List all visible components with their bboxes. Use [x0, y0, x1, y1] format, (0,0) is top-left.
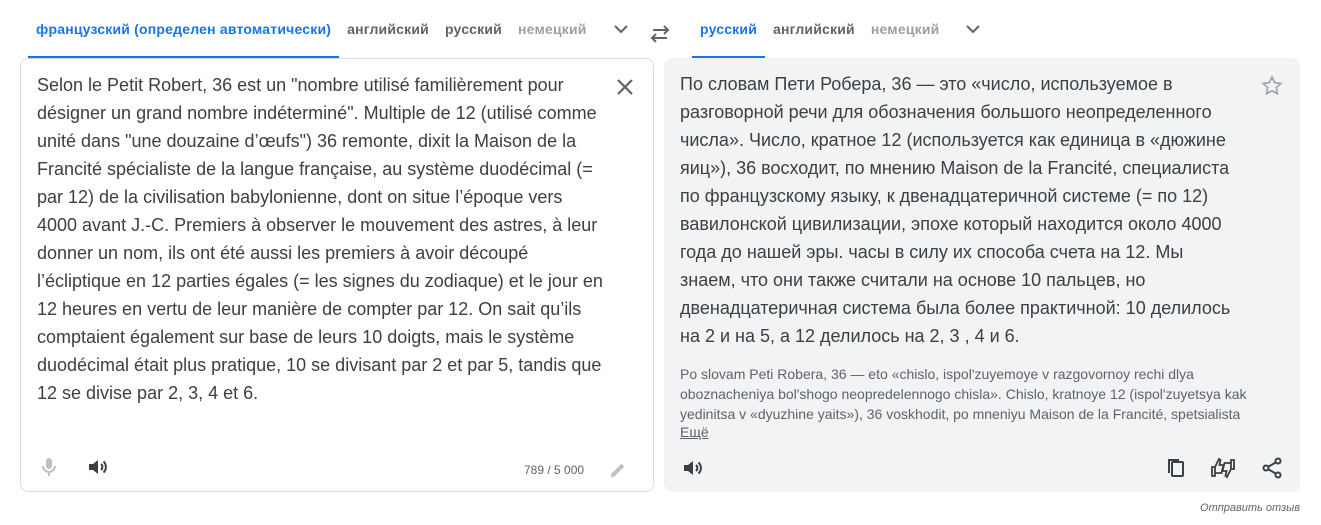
copy-icon — [1164, 456, 1188, 480]
send-feedback-link[interactable]: Отправить отзыв — [1200, 502, 1300, 514]
target-languages-more-button[interactable] — [955, 0, 991, 58]
edit-button[interactable] — [607, 459, 629, 481]
target-language-bar — [692, 0, 991, 58]
source-text-panel — [20, 58, 654, 492]
source-tab-english[interactable]: английский — [347, 21, 429, 37]
voice-input-button[interactable] — [37, 455, 61, 479]
star-outline-icon — [1260, 74, 1284, 98]
transliteration-text: Po slovam Peti Robera, 36 — eto «chislo, ispol'zuyemoye v razgovornoy rechi dlya oboznacheniya bol'shogo neopredelennogo chisla». Chislo, kratnoye 12 (ispol'zuyetsya kak yedinitsa v «dyuzhine yaits»), 36 voskhodit, po mneniyu Maison de la Francité, spetsialista — [680, 366, 1247, 422]
speaker-icon — [85, 455, 109, 479]
more-link[interactable]: Ещё — [680, 424, 709, 440]
translation-text: По словам Пети Робера, 36 — это «число, используемое в разговорной речи для обозначения большого неопределенного числа». Число, кратное 12 (используется как единица в «дюжине яиц»), 36 восходит, по мнению Maison de la Francité, специалиста по французскому языку, к двенадцатеричной системе (= по 12) вавилонской цивилизации, эпохе который находится около 4000 года до нашей эры. часы в силу их способа счета на 12. Мы знаем, что они также считали на основе 10 пальцев, но двенадцатеричная система была более практичной: 10 делилось на 2 и на 5, а 12 делилось на 2, 3 , 4 и 6. — [680, 74, 1231, 346]
microphone-icon — [37, 455, 61, 479]
target-tab-german[interactable]: немецкий — [870, 21, 940, 37]
listen-translation-button[interactable] — [680, 456, 704, 480]
source-tab-detected[interactable]: французский (определен автоматически) — [28, 0, 339, 58]
source-languages-more-button[interactable] — [603, 0, 639, 58]
pencil-icon — [607, 459, 629, 481]
translation-panel — [664, 58, 1300, 492]
target-tab-english[interactable]: английский — [773, 21, 855, 37]
source-tab-german[interactable]: немецкий — [517, 21, 587, 37]
listen-source-button[interactable] — [85, 455, 109, 479]
speaker-icon — [680, 456, 704, 480]
copy-translation-button[interactable] — [1164, 456, 1188, 480]
swap-arrows-icon — [648, 22, 672, 46]
source-text-input[interactable]: Selon le Petit Robert, 36 est un "nombre utilisé familièrement pour désigner un grand nombre indéterminé". Multiple de 12 (utilisé comme unité dans "une douzaine d’œufs") 36 remonte, dixit la Maison de la Francité spécialiste de la langue française, au système duodécimal (= par 12) de la civilisation babylonienne, dont on situe l’époque vers 4000 avant J.-C. Premiers à observer le mouvement des astres, à leur donner un nom, ils ont été aussi les premiers à avoir découpé l’écliptique en 12 parties égales (= les signes du zodiaque) et le jour en 12 heures en vertu de leur manière de compter par 12. On sait qu’ils comptaient également sur base de leurs 10 doigts, mais le système duodécimal était plus pratique, 10 se divisant par 2 et par 5, tandis que 12 se divise par 2, 3, 4 et 6. — [37, 75, 603, 403]
source-language-bar — [28, 0, 639, 58]
rate-translation-button[interactable] — [1210, 456, 1236, 480]
close-icon — [613, 75, 637, 99]
source-tab-russian[interactable]: русский — [444, 21, 502, 37]
character-counter: 789 / 5 000 — [524, 463, 585, 477]
swap-languages-button[interactable] — [642, 16, 678, 52]
chevron-down-icon — [961, 17, 985, 41]
share-icon — [1260, 456, 1284, 480]
thumbs-rate-icon — [1210, 456, 1236, 480]
clear-source-button[interactable] — [613, 75, 637, 99]
save-translation-button[interactable] — [1260, 74, 1284, 98]
target-tab-russian[interactable]: русский — [692, 0, 765, 58]
share-translation-button[interactable] — [1260, 456, 1284, 480]
chevron-down-icon — [609, 17, 633, 41]
